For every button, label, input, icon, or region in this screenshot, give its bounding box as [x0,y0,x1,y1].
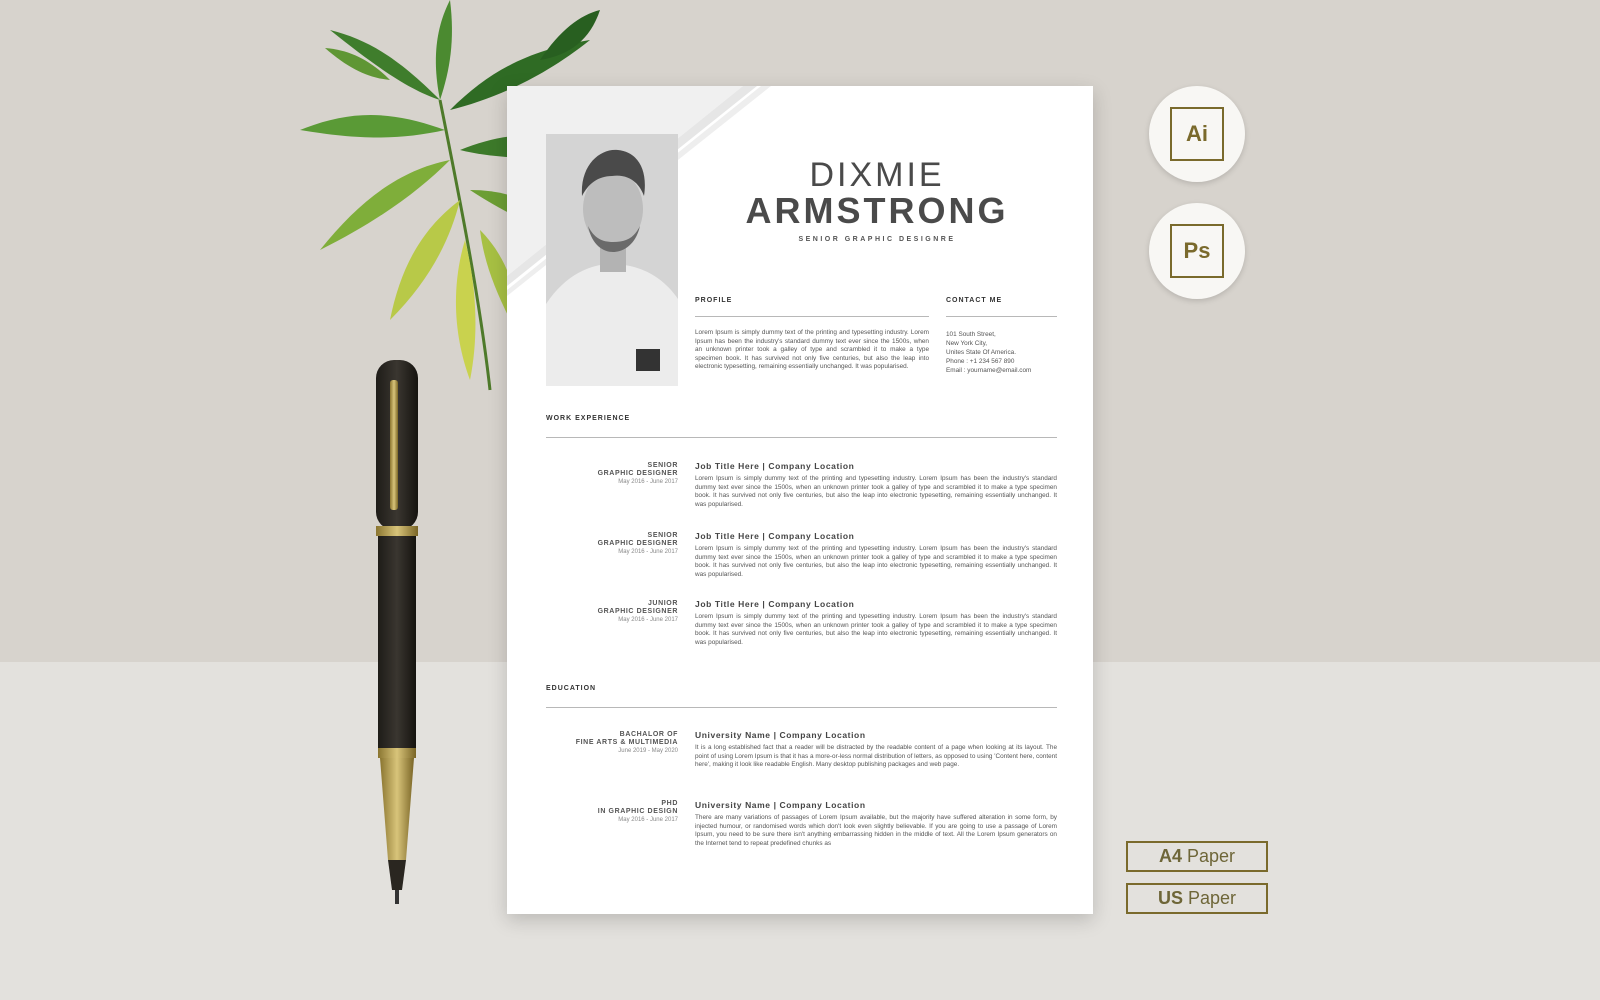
work-item-1-title: Job Title Here | Company Location [695,461,855,471]
work-item-1-date: May 2016 - June 2017 [618,479,678,485]
last-name: ARMSTRONG [745,190,1009,231]
pen-decoration [372,360,422,920]
work-item-2-title: Job Title Here | Company Location [695,531,855,541]
work-item-1-role-title: GRAPHIC DESIGNER [597,470,678,477]
illustrator-badge [1149,86,1245,182]
education-item-2-title: University Name | Company Location [695,800,866,810]
resume-page [507,86,1093,914]
work-item-3-title: Job Title Here | Company Location [695,599,855,609]
us-paper-tag [1126,883,1268,914]
education-item-2-detail [695,800,1057,848]
contact-block [946,330,1076,375]
education-item-1-degree [546,731,678,755]
a4-paper-tag [1126,841,1268,872]
work-item-2-role-title: GRAPHIC DESIGNER [597,540,678,547]
work-item-2-role [546,532,678,556]
education-item-1-title: University Name | Company Location [695,730,866,740]
work-experience-divider [546,437,1057,438]
work-item-3-role [546,600,678,624]
illustrator-icon: Ai [1170,107,1224,161]
work-item-1-detail [695,461,1057,509]
contact-heading: CONTACT ME [946,297,1003,304]
work-item-1-role [546,462,678,486]
work-item-2-text: Lorem Ipsum is simply dummy text of the printing and typesetting industry. Lorem Ipsum has been the industry's standard dummy text ever since the 1500s, when an unknown printer took a galley of type and scrambled it to make a type specimen book. It has survived not only five centuries, but also the leap into electronic typesetting, remaining essentially unchanged. It was popularised. [695,545,1057,578]
us-label: US [1157,888,1183,908]
a4-label: A4 [1158,846,1182,866]
us-paper-label: Paper [1182,888,1237,908]
work-item-3-role-title: GRAPHIC DESIGNER [597,608,678,615]
first-name: DIXMIE [809,156,945,194]
education-item-2-degree-line-1: PHD [661,800,678,807]
job-title: SENIOR GRAPHIC DESIGNRE [798,236,956,243]
education-item-2-date: May 2016 - June 2017 [618,817,678,823]
education-item-1-text: It is a long established fact that a reader will be distracted by the readable content of a page when looking at its layout. The point of using Lorem Ipsum is that it has a more-or-less normal distribution of letters, as opposed to using 'Content here, content here', making it look like readable English. Many desktop publishing packages and web page. [695,744,1057,769]
phone-line: Phone : +1 234 567 890 [946,358,1015,365]
education-heading: EDUCATION [546,685,597,692]
person-portrait-icon [546,134,678,386]
work-item-3-detail [695,599,1057,647]
photoshop-badge [1149,203,1245,299]
education-item-2-degree [546,800,678,824]
address-line-3: Unites State Of America. [946,349,1016,356]
education-item-1-date: June 2019 - May 2020 [618,748,678,754]
work-item-1-role-level: SENIOR [647,462,678,469]
profile-heading: PROFILE [695,297,733,304]
education-divider [546,707,1057,708]
contact-divider [946,316,1057,317]
email-line: Email : yourname@email.com [946,367,1032,374]
education-item-2-text: There are many variations of passages of Lorem Ipsum available, but the majority have suffered alteration in some form, by injected humour, or randomised words which don't look even slightly believable. If you are going to use a passage of Lorem Ipsum, you need to be sure there isn't anything embarrassing hidden in the middle of text. All the Lorem Ipsum generators on the Internet tend to repeat predefined chunks as [695,814,1057,847]
address-line-1: 101 South Street, [946,331,996,338]
work-item-3-role-level: JUNIOR [647,600,678,607]
work-item-2-detail [695,531,1057,579]
work-item-1-text: Lorem Ipsum is simply dummy text of the printing and typesetting industry. Lorem Ipsum has been the industry's standard dummy text ever since the 1500s, when an unknown printer took a galley of type and scrambled it to make a type specimen book. It has survived not only five centuries, but also the leap into electronic typesetting, remaining essentially unchanged. It was popularised. [695,475,1057,508]
address-line-2: New York City, [946,340,988,347]
photoshop-icon: Ps [1170,224,1224,278]
work-item-3-text: Lorem Ipsum is simply dummy text of the printing and typesetting industry. Lorem Ipsum has been the industry's standard dummy text ever since the 1500s, when an unknown printer took a galley of type and scrambled it to make a type specimen book. It has survived not only five centuries, but also the leap into electronic typesetting, remaining essentially unchanged. It was popularised. [695,613,1057,646]
work-item-2-role-level: SENIOR [647,532,678,539]
profile-photo [546,134,678,386]
education-item-1-degree-line-2: FINE ARTS & MULTIMEDIA [575,739,678,746]
profile-text: Lorem Ipsum is simply dummy text of the printing and typesetting industry. Lorem Ipsum has been the industry's standard dummy text ever since the 1500s, when an unknown printer took a galley of type and scrambled it to make a type specimen book. It has survived not only five centuries, but also the leap into electronic typesetting, remaining essentially unchanged. It was popularised. [695,329,929,371]
work-experience-heading: WORK EXPERIENCE [546,415,631,422]
education-item-1-degree-line-1: BACHALOR OF [619,731,678,738]
profile-divider [695,316,929,317]
education-item-2-degree-line-2: IN GRAPHIC DESIGN [597,808,678,815]
a4-paper-label: Paper [1181,846,1236,866]
work-item-3-date: May 2016 - June 2017 [618,617,678,623]
work-item-2-date: May 2016 - June 2017 [618,549,678,555]
education-item-1-detail [695,730,1057,770]
